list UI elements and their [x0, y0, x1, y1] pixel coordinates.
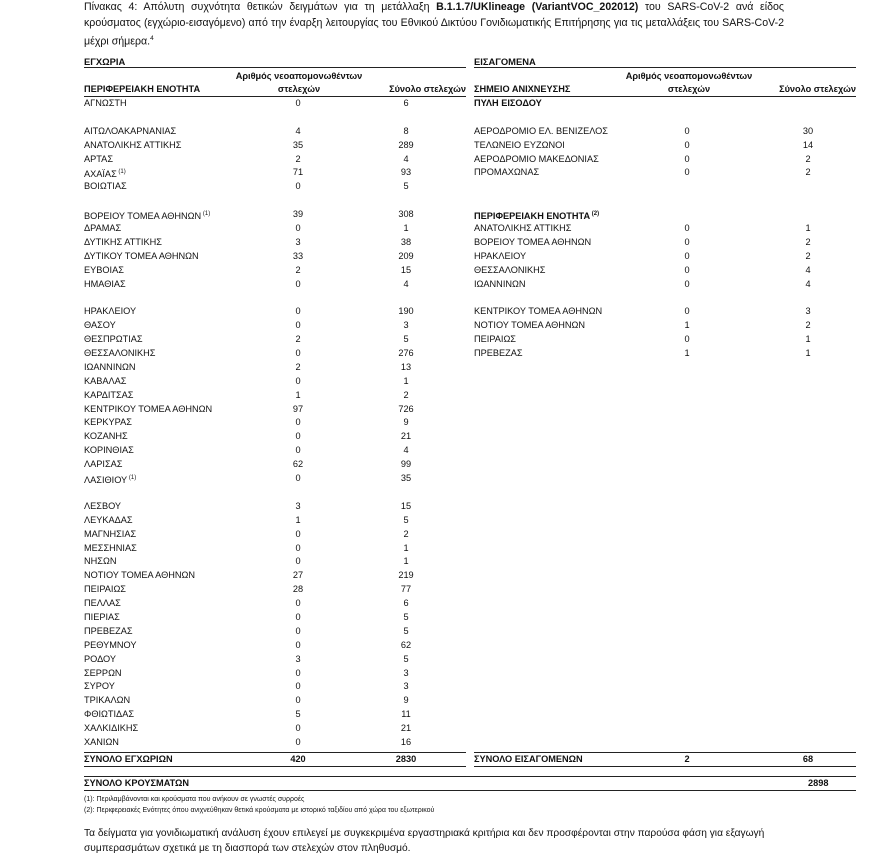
row-count: 1 [684, 320, 690, 331]
table-row [84, 639, 466, 653]
grand-total-row [84, 776, 856, 791]
table-row [474, 236, 856, 250]
table-row [84, 361, 466, 375]
row-count: 0 [295, 611, 301, 622]
spacer-row [84, 111, 466, 125]
footnote-1: (1): Περιλαμβάνονται και κρούσματα που ανήκουν σε γνωστές συρροές [84, 796, 305, 803]
table-row [84, 97, 466, 111]
row-total: 2 [805, 250, 811, 261]
row-count: 1 [295, 514, 301, 525]
domestic-table [84, 56, 466, 750]
imported-total-total: 68 [802, 754, 814, 764]
row-total: 2 [805, 153, 811, 164]
row-count: 0 [295, 736, 301, 747]
row-name: ΑΧΑΪΑΣ $^{(1)}$ [84, 169, 126, 180]
table-row [84, 500, 466, 514]
row-count: 0 [295, 98, 301, 108]
row-count: 0 [684, 264, 690, 275]
row-total: 93 [400, 167, 412, 178]
row-name: ΘΕΣΠΡΩΤΙΑΣ [84, 334, 143, 345]
caption-variant: B.1.1.7/UKlineage (VariantVOC_202012) [436, 1, 639, 13]
domestic-total-total: 2830 [395, 754, 417, 764]
row-name: ΒΟΡΕΙΟΥ ΤΟΜΕΑ ΑΘΗΝΩΝ $^{(1)}$ [84, 211, 211, 222]
row-total: 5 [403, 653, 409, 664]
row-total: 289 [398, 139, 414, 150]
row-count: 0 [295, 431, 301, 442]
row-total: 726 [398, 403, 414, 414]
table-row [84, 708, 466, 722]
row-total: 4 [805, 264, 811, 275]
row-name: ΚΑΡΔΙΤΣΑΣ [84, 389, 134, 400]
table-row [84, 680, 466, 694]
table-row [474, 319, 856, 333]
row-count: 3 [295, 236, 301, 247]
table-row [84, 444, 466, 458]
row-total: 15 [400, 500, 412, 511]
row-name: ΠΙΕΡΙΑΣ [84, 611, 120, 622]
row-total: 2 [805, 167, 811, 178]
row-count: 0 [684, 139, 690, 150]
table-row [84, 264, 466, 278]
table-row [84, 403, 466, 417]
row-count: 62 [292, 459, 304, 470]
domestic-col-region: ΠΕΡΙΦΕΡΕΙΑΚΗ ΕΝΟΤΗΤΑ [84, 84, 201, 94]
row-total: 5 [403, 625, 409, 636]
row-count: 0 [295, 695, 301, 706]
row-total: 3 [403, 681, 409, 692]
row-name: ΧΑΛΚΙΔΙΚΗΣ [84, 723, 139, 734]
domestic-title: ΕΓΧΩΡΙΑ [84, 56, 466, 68]
row-name: ΠΕΛΛΑΣ [84, 598, 121, 609]
caption-text-2: του SARS-CoV-2 ανά είδος κρούσματος (εγχώριο-εισαγόμενο) από την έναρξη λειτουργίας του Εθνικού Δικτύου Γονιδιωματικής Επιτήρησης για τις μεταλλάξεις του SARS-CoV-2 μέχρι σήμερα. [84, 1, 784, 48]
table-row [84, 555, 466, 569]
row-total: 9 [403, 417, 409, 428]
row-count: 3 [295, 500, 301, 511]
domestic-total-count: 420 [290, 754, 306, 764]
row-name: ΜΑΓΝΗΣΙΑΣ [84, 528, 137, 539]
row-count: 0 [684, 236, 690, 247]
table-row [474, 125, 856, 139]
row-total: 1 [403, 223, 409, 234]
footnotes [84, 795, 434, 816]
table-row [84, 180, 466, 194]
row-name: ΝΟΤΙΟΥ ΤΟΜΕΑ ΑΘΗΝΩΝ [474, 320, 586, 331]
row-total: 209 [398, 250, 414, 261]
row-name: ΔΥΤΙΚΟΥ ΤΟΜΕΑ ΑΘΗΝΩΝ [84, 250, 199, 261]
row-name: ΤΕΛΩΝΕΙΟ ΕΥΖΩΝΟΙ [474, 139, 565, 150]
row-name: ΠΡΕΒΕΖΑΣ [84, 625, 133, 636]
row-name: ΑΙΤΩΛΟΑΚΑΡΝΑΝΙΑΣ [84, 125, 177, 136]
row-count: 33 [292, 250, 304, 261]
table-row [84, 430, 466, 444]
imported-col-count-line1: Αριθμός νεοαπομονωθέντων [625, 71, 753, 81]
grand-total-label: ΣΥΝΟΛΟ ΚΡΟΥΣΜΑΤΩΝ [84, 778, 190, 788]
row-count: 0 [684, 278, 690, 289]
row-count: 0 [295, 348, 301, 359]
row-total: 5 [403, 334, 409, 345]
row-total: 30 [802, 125, 814, 136]
row-total: 1 [805, 348, 811, 359]
spacer-row [84, 194, 466, 208]
table-row [474, 305, 856, 319]
row-count: 0 [295, 375, 301, 386]
row-total: 9 [403, 695, 409, 706]
row-name: ΠΡΕΒΕΖΑΣ [474, 348, 523, 359]
row-name: ΝΟΤΙΟΥ ΤΟΜΕΑ ΑΘΗΝΩΝ [84, 570, 196, 581]
row-footnote-ref: (1) [116, 169, 126, 176]
row-name: ΑΕΡΟΔΡΟΜΙΟ ΜΑΚΕΔΟΝΙΑΣ [474, 153, 599, 164]
row-name: ΛΑΡΙΣΑΣ [84, 459, 123, 470]
row-name: ΡΟΔΟΥ [84, 653, 117, 664]
row-count: 28 [292, 584, 304, 595]
imported-rows [474, 97, 856, 361]
row-name: ΑΓΝΩΣΤΗ [84, 98, 127, 108]
spacer-row [84, 486, 466, 500]
domestic-header [84, 68, 466, 97]
row-count: 2 [295, 153, 301, 164]
row-name: ΑΕΡΟΔΡΟΜΙΟ ΕΛ. ΒΕΝΙΖΕΛΟΣ [474, 125, 608, 136]
row-count: 1 [295, 389, 301, 400]
table-row [84, 667, 466, 681]
row-count: 39 [292, 209, 304, 220]
row-count: 0 [295, 528, 301, 539]
domestic-total-row [84, 752, 466, 767]
row-count: 0 [684, 306, 690, 317]
imported-total-count: 2 [684, 754, 690, 764]
row-name: ΒΟΙΩΤΙΑΣ [84, 181, 127, 192]
row-name: ΡΕΘΥΜΝΟΥ [84, 639, 137, 650]
table-row [84, 250, 466, 264]
table-row [84, 375, 466, 389]
row-name: ΚΕΝΤΡΙΚΟΥ ΤΟΜΕΑ ΑΘΗΝΩΝ [474, 306, 603, 317]
domestic-total-label: ΣΥΝΟΛΟ ΕΓΧΩΡΙΩΝ [84, 754, 173, 764]
table-row [84, 305, 466, 319]
table-row [84, 236, 466, 250]
row-total: 1 [403, 542, 409, 553]
row-total: 1 [403, 556, 409, 567]
table-caption [84, 0, 784, 50]
table-row [474, 333, 856, 347]
table-row [84, 528, 466, 542]
row-name: ΘΑΣΟΥ [84, 320, 116, 331]
row-count: 0 [295, 320, 301, 331]
row-name: ΘΕΣΣΑΛΟΝΙΚΗΣ [474, 264, 546, 275]
table-row [84, 694, 466, 708]
table-row [474, 153, 856, 167]
row-total: 16 [400, 736, 412, 747]
row-name: ΠΡΟΜΑΧΩΝΑΣ [474, 167, 540, 178]
row-total: 99 [400, 459, 412, 470]
table-row [84, 153, 466, 167]
row-name: ΝΗΣΩΝ [84, 556, 117, 567]
section-head-row [474, 97, 856, 111]
spacer-row [474, 194, 856, 208]
row-name: ΧΑΝΙΩΝ [84, 736, 119, 747]
row-name: ΑΡΤΑΣ [84, 153, 113, 164]
row-total: 3 [403, 320, 409, 331]
row-name: ΤΡΙΚΑΛΩΝ [84, 695, 131, 706]
table-row [84, 333, 466, 347]
row-name: ΑΝΑΤΟΛΙΚΗΣ ΑΤΤΙΚΗΣ [84, 139, 182, 150]
row-name: ΚΟΖΑΝΗΣ [84, 431, 128, 442]
disclaimer-note: Τα δείγματα για γονιδιωματική ανάλυση έχουν επιλεγεί με συγκεκριμένα εργαστηριακά κριτήρια και δεν προσφέρονται στην παρούσα φάση για εξαγωγή συμπερασμάτων σχετικά με τη διασπορά των στελεχών στον πληθυσμό. [84, 828, 765, 854]
table-row [84, 611, 466, 625]
row-count: 2 [295, 334, 301, 345]
table-row [84, 389, 466, 403]
row-count: 0 [295, 278, 301, 289]
row-total: 62 [400, 639, 412, 650]
imported-col-point: ΣΗΜΕΙΟ ΑΝΙΧΝΕΥΣΗΣ [474, 84, 571, 94]
row-count: 0 [295, 473, 301, 484]
row-count: 0 [295, 667, 301, 678]
row-name: ΣΥΡΟΥ [84, 681, 115, 692]
row-name: ΙΩΑΝΝΙΝΩΝ [84, 361, 136, 372]
row-total: 14 [802, 139, 814, 150]
row-total: 8 [403, 125, 409, 136]
row-count: 35 [292, 139, 304, 150]
row-name: ΛΕΣΒΟΥ [84, 500, 122, 511]
row-total: 21 [400, 431, 412, 442]
table-row [474, 166, 856, 180]
table-row [474, 347, 856, 361]
row-total: 6 [403, 598, 409, 609]
row-name: ΚΑΒΑΛΑΣ [84, 375, 127, 386]
row-total: 6 [403, 98, 409, 108]
row-count: 0 [684, 334, 690, 345]
table-row [84, 597, 466, 611]
table-row [84, 736, 466, 750]
row-total: 35 [400, 473, 412, 484]
table-row [474, 264, 856, 278]
row-name: ΜΕΣΣΗΝΙΑΣ [84, 542, 137, 553]
table-row [84, 472, 466, 486]
spacer-row [474, 111, 856, 125]
table-row [474, 250, 856, 264]
row-count: 2 [295, 264, 301, 275]
row-total: 13 [400, 361, 412, 372]
imported-col-count-line2: στελεχών [667, 84, 711, 94]
row-count: 0 [684, 250, 690, 261]
row-name: ΠΕΙΡΑΙΩΣ [474, 334, 516, 345]
row-total: 308 [398, 209, 414, 220]
grand-total-value: 2898 [808, 778, 829, 788]
row-total: 5 [403, 611, 409, 622]
row-count: 0 [684, 125, 690, 136]
row-count: 71 [292, 167, 304, 178]
row-total: 1 [805, 223, 811, 234]
spacer-row [474, 291, 856, 305]
table-row [474, 222, 856, 236]
row-total: 1 [805, 334, 811, 345]
row-total: 11 [401, 709, 411, 720]
table-row [474, 139, 856, 153]
row-total: 4 [403, 278, 409, 289]
row-total: 5 [403, 514, 409, 525]
table-row [84, 583, 466, 597]
row-total: 3 [805, 306, 811, 317]
row-name: ΔΥΤΙΚΗΣ ΑΤΤΙΚΗΣ [84, 236, 162, 247]
row-total: 4 [403, 445, 409, 456]
table-row [84, 222, 466, 236]
spacer-row [474, 180, 856, 194]
row-name: ΙΩΑΝΝΙΝΩΝ [474, 278, 526, 289]
row-total: 4 [805, 278, 811, 289]
row-total: 2 [403, 528, 409, 539]
spacer-row [84, 291, 466, 305]
row-name: ΕΥΒΟΙΑΣ [84, 264, 124, 275]
table-row [84, 347, 466, 361]
table-row [84, 125, 466, 139]
imported-total-row [474, 752, 856, 767]
table-row [84, 139, 466, 153]
row-count: 0 [295, 598, 301, 609]
row-total: 4 [403, 153, 409, 164]
row-name: ΗΡΑΚΛΕΙΟΥ [84, 306, 137, 317]
row-count: 0 [295, 625, 301, 636]
row-count: 0 [684, 153, 690, 164]
row-count: 3 [295, 653, 301, 664]
row-name: ΗΡΑΚΛΕΙΟΥ [474, 250, 527, 261]
row-total: 219 [398, 570, 414, 581]
section-head-row [474, 208, 856, 222]
imported-table [474, 56, 856, 361]
row-footnote-ref: (1) [127, 475, 137, 482]
row-count: 0 [295, 556, 301, 567]
row-name: ΚΕΡΚΥΡΑΣ [84, 417, 132, 428]
table-row [84, 653, 466, 667]
row-name: ΘΕΣΣΑΛΟΝΙΚΗΣ [84, 348, 156, 359]
row-name: ΚΕΝΤΡΙΚΟΥ ΤΟΜΕΑ ΑΘΗΝΩΝ [84, 403, 213, 414]
row-count: 97 [292, 403, 304, 414]
table-row [84, 416, 466, 430]
table-row [84, 458, 466, 472]
row-name: ΔΡΑΜΑΣ [84, 223, 122, 234]
row-total: 77 [400, 584, 412, 595]
row-total: 3 [403, 667, 409, 678]
row-count: 0 [295, 306, 301, 317]
row-count: 0 [295, 639, 301, 650]
row-total: 1 [403, 375, 409, 386]
row-name: ΠΥΛΗ ΕΙΣΟΔΟΥ [474, 98, 542, 108]
row-count: 27 [292, 570, 304, 581]
table-row [84, 208, 466, 222]
row-total: 15 [400, 264, 412, 275]
row-name: ΛΑΣΙΘΙΟΥ $^{(1)}$ [84, 475, 137, 486]
row-count: 0 [684, 223, 690, 234]
row-total: 190 [398, 306, 414, 317]
row-count: 0 [295, 445, 301, 456]
row-footnote-ref: (2) [590, 211, 600, 218]
imported-total-label: ΣΥΝΟΛΟ ΕΙΣΑΓΟΜΕΝΩΝ [474, 754, 583, 764]
table-row [84, 278, 466, 292]
footnote-2: (2): Περιφερειακές Ενότητες όπου ανιχνεύθηκαν θετικά κρούσματα με ιστορικό ταξιδίου από χώρα του εξωτερικού [84, 806, 435, 814]
row-count: 0 [295, 723, 301, 734]
row-total: 5 [403, 181, 409, 192]
row-name: ΠΕΙΡΑΙΩΣ [84, 584, 126, 595]
row-name: ΚΟΡΙΝΘΙΑΣ [84, 445, 134, 456]
row-total: 21 [400, 723, 412, 734]
row-count: 0 [295, 181, 301, 192]
row-count: 4 [295, 125, 301, 136]
row-footnote-ref: (1) [201, 211, 211, 218]
row-count: 0 [295, 542, 301, 553]
row-count: 0 [295, 223, 301, 234]
row-count: 2 [295, 361, 301, 372]
row-count: 0 [295, 681, 301, 692]
table-row [474, 278, 856, 292]
row-name: ΑΝΑΤΟΛΙΚΗΣ ΑΤΤΙΚΗΣ [474, 223, 572, 234]
domestic-rows [84, 97, 466, 750]
table-row [84, 514, 466, 528]
row-name: ΗΜΑΘΙΑΣ [84, 278, 126, 289]
row-count: 1 [684, 348, 690, 359]
row-count: 5 [295, 709, 301, 720]
table-row [84, 166, 466, 180]
table-row [84, 542, 466, 556]
domestic-col-count-line2: στελεχών [277, 84, 321, 94]
row-total: 2 [403, 389, 409, 400]
table-row [84, 319, 466, 333]
imported-col-total: Σύνολο στελεχών [779, 84, 856, 94]
imported-title: ΕΙΣΑΓΟΜΕΝΑ [474, 56, 856, 68]
row-count: 0 [684, 167, 690, 178]
table-row [84, 625, 466, 639]
row-total: 276 [398, 348, 414, 359]
row-total: 2 [805, 236, 811, 247]
caption-text-1: Πίνακας 4: Απόλυτη συχνότητα θετικών δειγμάτων για τη μετάλλαξη [84, 1, 437, 13]
row-name: ΒΟΡΕΙΟΥ ΤΟΜΕΑ ΑΘΗΝΩΝ [474, 236, 592, 247]
table-row [84, 722, 466, 736]
row-name: ΣΕΡΡΩΝ [84, 667, 122, 678]
table-row [84, 569, 466, 583]
imported-header [474, 68, 856, 97]
row-name: ΛΕΥΚΑΔΑΣ [84, 514, 133, 525]
row-name: ΦΘΙΩΤΙΔΑΣ [84, 709, 135, 720]
row-count: 0 [295, 417, 301, 428]
row-name: ΠΕΡΙΦΕΡΕΙΑΚΗ ΕΝΟΤΗΤΑ $^{(2)}$ [474, 211, 600, 222]
row-total: 38 [400, 236, 412, 247]
caption-footnote-ref: 4 [150, 35, 154, 42]
domestic-col-total: Σύνολο στελεχών [389, 84, 466, 94]
row-total: 2 [805, 320, 811, 331]
domestic-col-count-line1: Αριθμός νεοαπομονωθέντων [235, 71, 363, 81]
